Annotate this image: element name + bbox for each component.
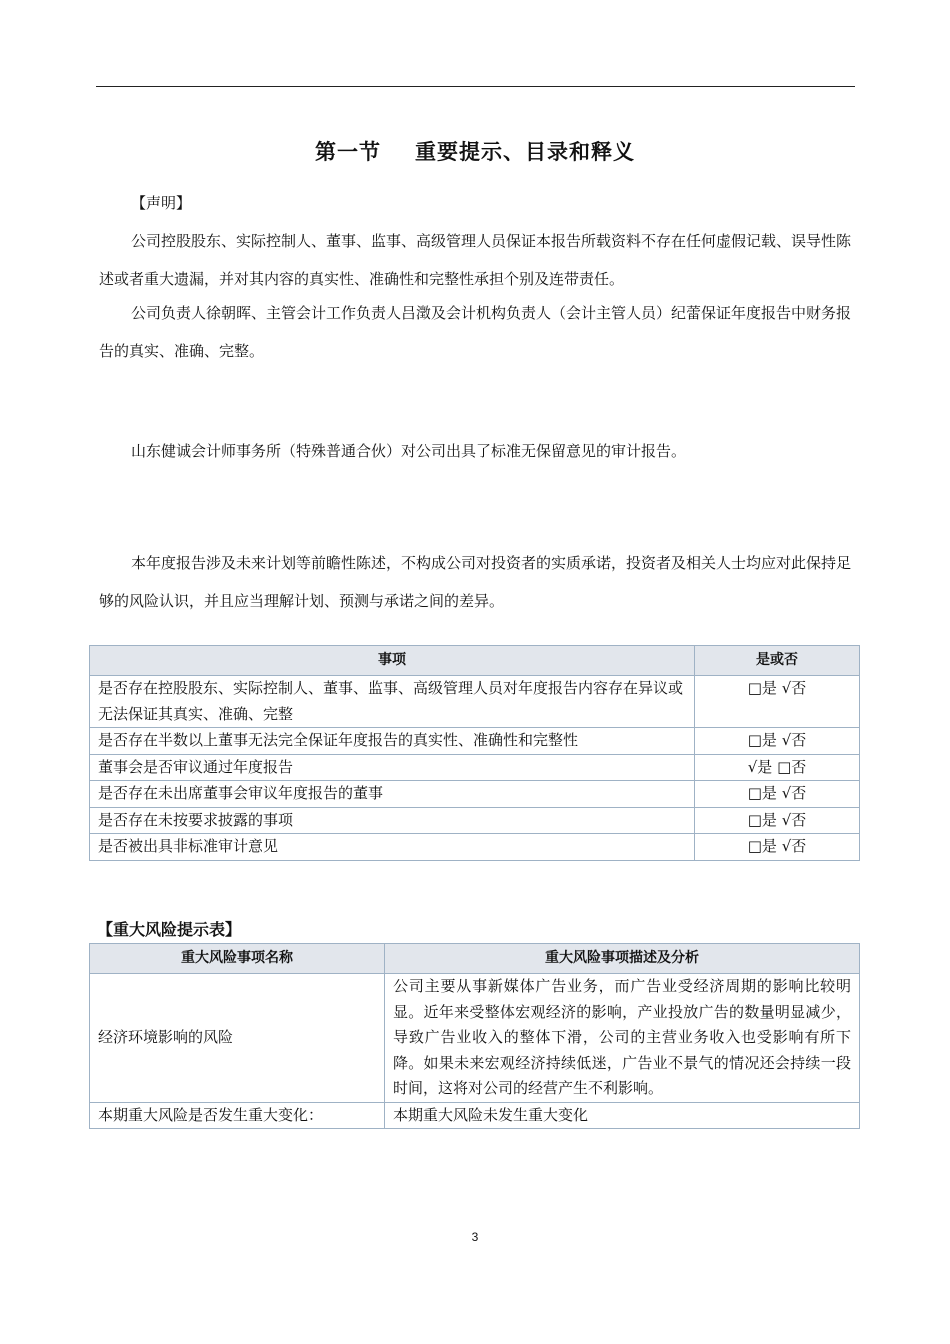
table-cell-answer: □是 √否 bbox=[695, 676, 860, 728]
column-header-answer: 是或否 bbox=[695, 646, 860, 676]
column-header-item: 事项 bbox=[90, 646, 695, 676]
statement-paragraph-1: 公司控股股东、实际控制人、董事、监事、高级管理人员保证本报告所载资料不存在任何虚假记载、误导性陈述或者重大遗漏，并对其内容的真实性、准确性和完整性承担个别及连带责任。 bbox=[99, 232, 852, 288]
table-row bbox=[90, 781, 860, 808]
audit-opinion-paragraph: 山东健诚会计师事务所（特殊普通合伙）对公司出具了标准无保留意见的审计报告。 bbox=[131, 442, 687, 460]
table-header-row bbox=[90, 944, 860, 974]
table-row bbox=[90, 1102, 860, 1129]
table-cell-answer: □是 √否 bbox=[695, 807, 860, 834]
risk-name-cell: 经济环境影响的风险 bbox=[90, 974, 385, 1103]
table-cell-answer: □是 √否 bbox=[695, 834, 860, 861]
table-cell-answer: □是 √否 bbox=[695, 728, 860, 755]
declaration-check-table bbox=[89, 645, 860, 861]
table-row bbox=[90, 974, 860, 1103]
column-header-risk-desc: 重大风险事项描述及分析 bbox=[385, 944, 860, 974]
table-cell-item: 是否存在未按要求披露的事项 bbox=[90, 807, 695, 834]
table-row bbox=[90, 728, 860, 755]
table-cell-answer: √是 □否 bbox=[695, 754, 860, 781]
forward-looking-paragraph: 本年度报告涉及未来计划等前瞻性陈述，不构成公司对投资者的实质承诺，投资者及相关人士均应对此保持足够的风险认识，并且应当理解计划、预测与承诺之间的差异。 bbox=[99, 554, 852, 610]
table-cell-item: 是否被出具非标准审计意见 bbox=[90, 834, 695, 861]
section-title bbox=[0, 136, 950, 166]
risk-name-cell: 本期重大风险是否发生重大变化： bbox=[90, 1102, 385, 1129]
table-cell-item: 是否存在半数以上董事无法完全保证年度报告的真实性、准确性和完整性 bbox=[90, 728, 695, 755]
major-risk-table bbox=[89, 943, 860, 1129]
header-rule bbox=[96, 86, 855, 87]
table-cell-item: 是否存在未出席董事会审议年度报告的董事 bbox=[90, 781, 695, 808]
table-row bbox=[90, 754, 860, 781]
statement-label: 【声明】 bbox=[131, 194, 192, 212]
table-cell-item: 董事会是否审议通过年度报告 bbox=[90, 754, 695, 781]
column-header-risk-name: 重大风险事项名称 bbox=[90, 944, 385, 974]
table-row bbox=[90, 676, 860, 728]
risk-table-heading: 【重大风险提示表】 bbox=[97, 920, 242, 939]
table-cell-answer: □是 √否 bbox=[695, 781, 860, 808]
statement-paragraph-2: 公司负责人徐朝晖、主管会计工作负责人吕澂及会计机构负责人（会计主管人员）纪蕾保证年度报告中财务报告的真实、准确、完整。 bbox=[99, 304, 852, 360]
risk-desc-cell: 本期重大风险未发生重大变化 bbox=[385, 1102, 860, 1129]
section-heading: 重要提示、目录和释义 bbox=[415, 140, 635, 164]
page-number: 3 bbox=[471, 1230, 479, 1244]
table-row bbox=[90, 807, 860, 834]
risk-desc-cell: 公司主要从事新媒体广告业务，而广告业受经济周期的影响比较明显。近年来受整体宏观经济的影响，产业投放广告的数量明显减少，导致广告业收入的整体下滑，公司的主营业务收入也受影响有所下降。如果未来宏观经济持续低迷，广告业不景气的情况还会持续一段时间，这将对公司的经营产生不利影响。 bbox=[385, 974, 860, 1103]
section-number: 第一节 bbox=[315, 140, 381, 164]
table-cell-item: 是否存在控股股东、实际控制人、董事、监事、高级管理人员对年度报告内容存在异议或无法保证其真实、准确、完整 bbox=[90, 676, 695, 728]
table-row bbox=[90, 834, 860, 861]
table-header-row bbox=[90, 646, 860, 676]
